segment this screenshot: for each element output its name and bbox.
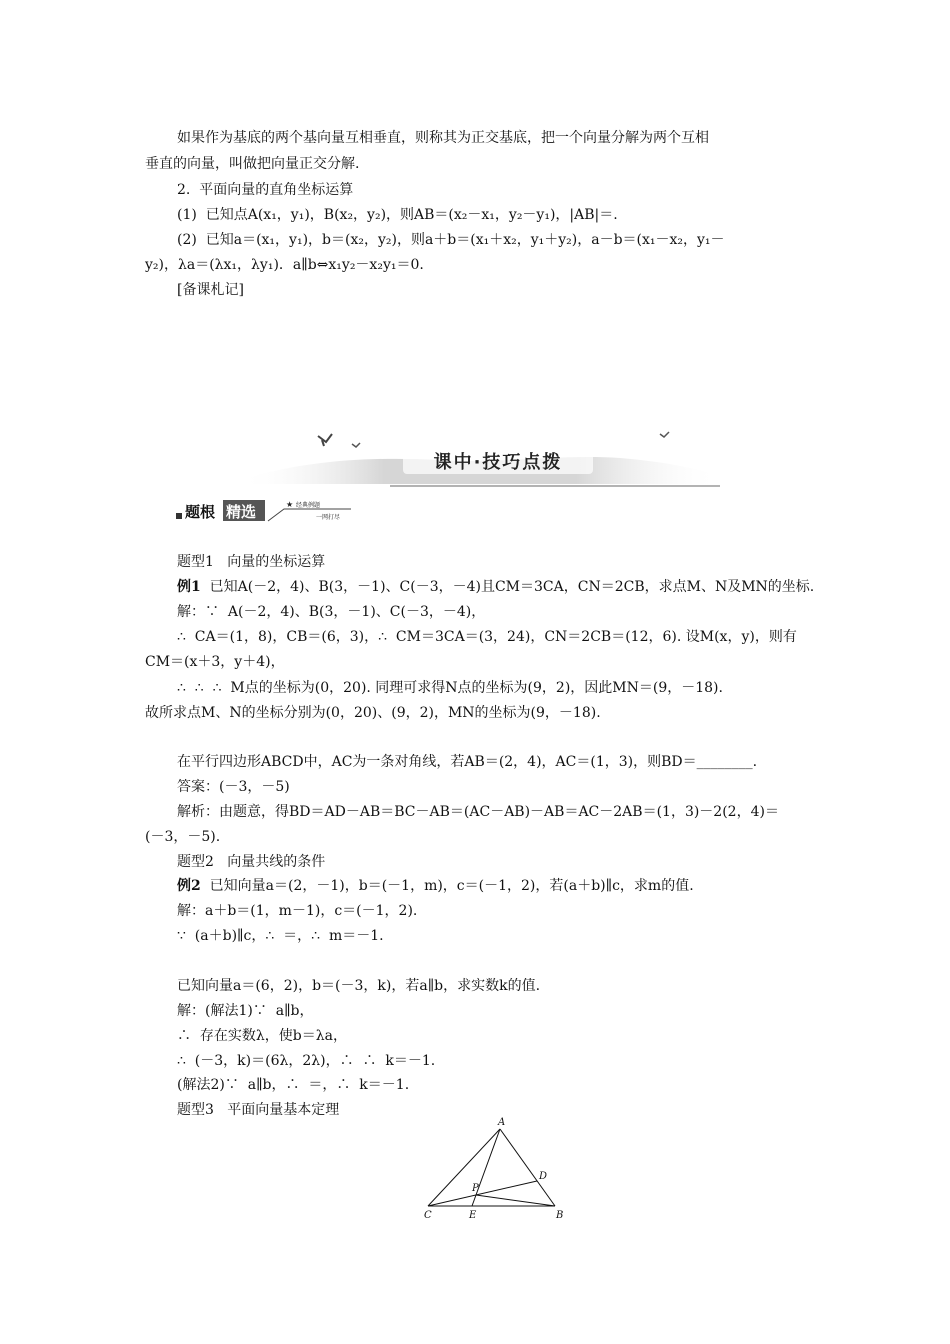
solution-line: (解法2)∵ a∥b，∴ ＝，∴ k＝－1.	[177, 1077, 410, 1093]
bird-icon	[660, 432, 669, 437]
section-banner	[240, 420, 720, 500]
paragraph-line: (2) 已知a＝(x₁，y₁)，b＝(x₂，y₂)，则a＋b＝(x₁＋x₂，y₁＋y₂)，a－b＝(x₁－x₂，y₁－	[177, 232, 725, 248]
section-label-text-1: 题根	[185, 503, 216, 521]
explanation-line: (－3，－5).	[145, 829, 221, 845]
banner-title: 课中·技巧点拨	[433, 452, 563, 473]
section-sub-text-2: 一网打尽	[316, 514, 341, 521]
solution-line: ∴ 存在实数λ，使b＝λa，	[177, 1028, 347, 1044]
paragraph-line: (1) 已知点A(x₁，y₁)，B(x₂，y₂)，则AB＝(x₂－x₁，y₂－y₁)，|AB|＝.	[177, 207, 618, 223]
solution-line: 故所求点M、N的坐标分别为(0，20)、(9，2)，MN的坐标为(9，－18).	[145, 705, 601, 721]
label-D: D	[539, 1171, 548, 1182]
solution-line: 解：(解法1)∵ a∥b，	[177, 1003, 314, 1019]
section-sub-text-1: 经典例题	[296, 502, 321, 509]
example-text: 已知向量a＝(2，－1)，b＝(－1，m)，c＝(－1，2)，若(a＋b)∥c，求m的值.	[200, 878, 694, 894]
paragraph-line: 如果作为基底的两个基向量互相垂直，则称其为正交基底，把一个向量分解为两个互相	[177, 130, 709, 146]
notes-label: [备课札记]	[177, 282, 244, 298]
solution-line: CM＝(x＋3，y＋4)，	[145, 654, 285, 670]
section-heading: 2. 平面向量的直角坐标运算	[177, 182, 354, 198]
label-B: B	[556, 1210, 564, 1221]
type-heading: 题型1 向量的坐标运算	[177, 554, 326, 570]
question-line: 在平行四边形ABCD中，AC为一条对角线，若AB＝(2，4)，AC＝(1，3)，则BD＝________.	[177, 754, 758, 770]
segment-AB	[500, 1129, 555, 1206]
label-A: A	[498, 1117, 506, 1128]
section-label	[176, 497, 376, 525]
solution-line: ∵ (a＋b)∥c，∴ ＝，∴ m＝－1.	[177, 928, 384, 944]
type-heading: 题型3 平面向量基本定理	[177, 1102, 340, 1118]
paragraph-line: y₂)，λa＝(λx₁，λy₁)．a∥b⇔x₁y₂－x₂y₁＝0.	[145, 257, 424, 273]
star-icon: ★	[286, 500, 294, 509]
example-line	[177, 577, 814, 597]
paragraph-line: 垂直的向量，叫做把向量正交分解.	[145, 156, 360, 172]
type-heading: 题型2 向量共线的条件	[177, 854, 326, 870]
solution-line: 解：∵ A(－2，4)、B(3，－1)、C(－3，－4)，	[177, 604, 486, 620]
segment-CD	[428, 1181, 537, 1206]
label-C: C	[424, 1210, 432, 1221]
example-line	[177, 876, 694, 896]
explanation-line: 解析：由题意，得BD＝AD－AB＝BC－AB＝(AC－AB)－AB＝AC－2AB＝(1，3)－2(2，4)＝	[177, 804, 779, 820]
label-P: P	[472, 1183, 479, 1194]
bird-icon	[318, 434, 332, 446]
segment-PB	[476, 1195, 555, 1206]
solution-line: 解：a＋b＝(1，m－1)，c＝(－1，2).	[177, 903, 418, 919]
bullet-square	[176, 513, 182, 519]
solution-line: ∴ ∴ ∴ M点的坐标为(0，20). 同理可求得N点的坐标为(9，2)，因此MN＝(9，－18).	[177, 680, 723, 696]
example-text: 已知A(－2，4)、B(3，－1)、C(－3，－4)且CM＝3CA，CN＝2CB，求点M、N及MN的坐标.	[200, 579, 815, 595]
solution-line: ∴ (－3，k)＝(6λ，2λ)，∴ ∴ k＝－1.	[177, 1053, 436, 1069]
section-label-text-2: 精选	[226, 503, 257, 521]
example-label: 例2	[177, 878, 201, 894]
label-E: E	[469, 1210, 477, 1221]
segment-AC	[428, 1129, 500, 1206]
question-line: 已知向量a＝(6，2)，b＝(－3，k)，若a∥b，求实数k的值.	[177, 978, 541, 994]
example-label: 例1	[177, 579, 201, 595]
triangle-figure	[420, 1115, 570, 1225]
answer-line: 答案：(－3，－5)	[177, 779, 290, 795]
solution-line: ∴ CA＝(1，8)，CB＝(6，3)，∴ CM＝3CA＝(3，24)，CN＝2CB＝(12，6). 设M(x，y)，则有	[177, 629, 797, 645]
bird-icon	[352, 443, 360, 447]
